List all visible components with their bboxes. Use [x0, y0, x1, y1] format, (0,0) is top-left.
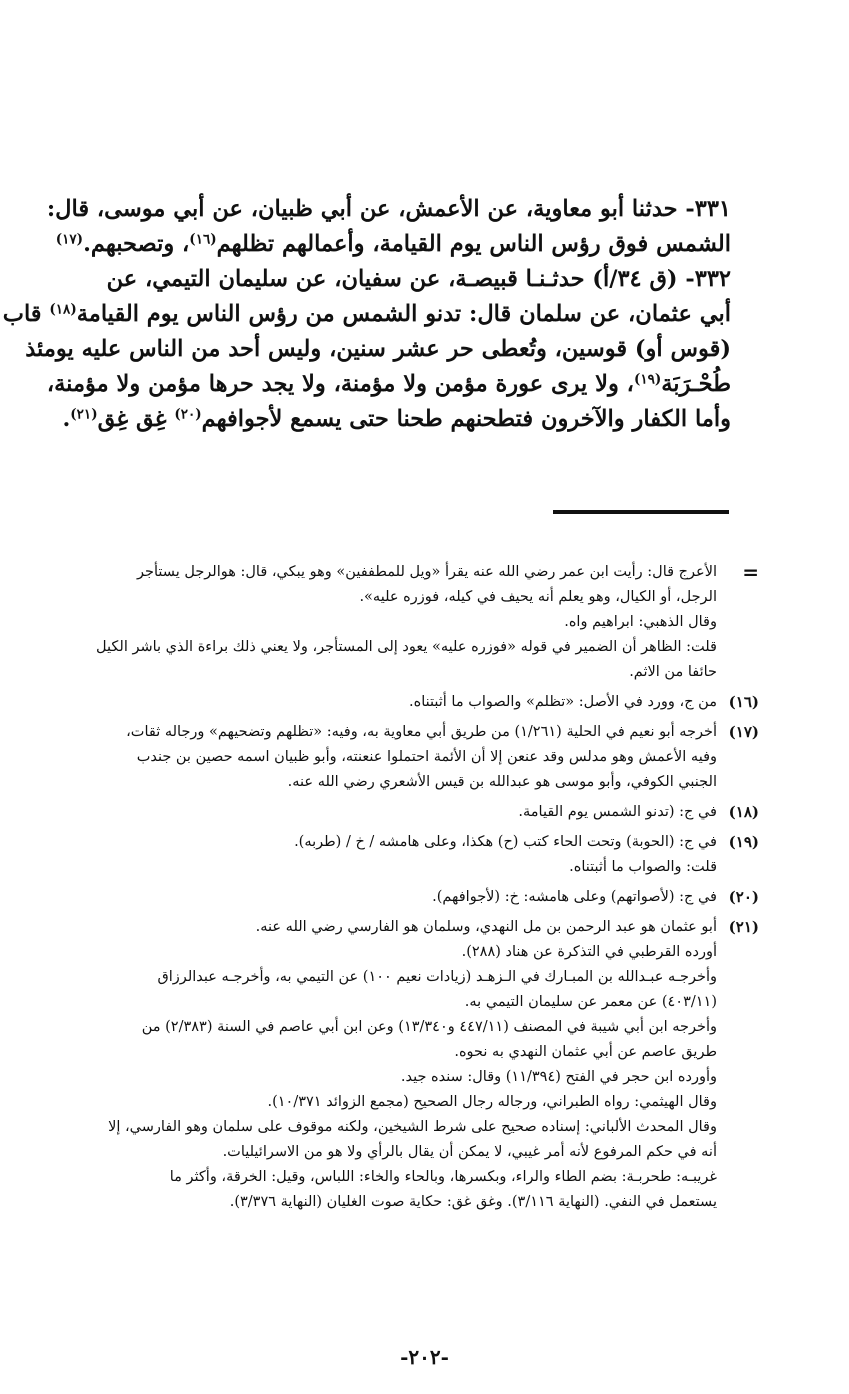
main-text — [2, 192, 731, 437]
footnote-ref-21: (٢١) — [70, 406, 98, 423]
footnote-number: (٢٠) — [728, 888, 759, 906]
footnote-line: في ج: (لأصواتهم) وعلى هامشه: خ: (لأجوافهم). — [432, 889, 717, 905]
page-number: -٢٠٢- — [400, 1345, 449, 1369]
footnote-continued — [96, 560, 759, 685]
footnote-line: غريبـه: طحربـة: بضم الطاء والراء، وبكسرها، وبالحاء والخاء: اللباس، وقيل: الخرقة، وأكثر ما — [169, 1169, 717, 1185]
footnote-line: الأعرج قال: رأيت ابن عمر رضي الله عنه يقرأ «ويل للمطففين» وهو يبكي، قال: هوالرجل يستأجر — [137, 564, 717, 580]
footnote-line: في ج: (تدنو الشمس يوم القيامة. — [518, 804, 717, 820]
footnote-line: الرجل، أو الكيال، وهو يعلم أنه يحيف في كيله، فوزره عليه». — [359, 589, 717, 605]
footnote-line: وقال الهيثمي: رواه الطبراني، ورجاله رجال الصحيح (مجمع الزوائد ١٠/٣٧١). — [267, 1094, 717, 1110]
footnote-ref-20: (٢٠) — [174, 406, 202, 423]
footnote-20 — [114, 885, 759, 910]
footnote-line: (٤٠٣/١١) عن معمر عن سليمان التيمي به. — [464, 994, 717, 1010]
footnote-number: (٢١) — [728, 918, 759, 936]
footnote-ref-18: (١٨) — [49, 301, 77, 318]
footnote-line: وفيه الأعمش وهو مدلس وقد عنعن إلا أن الأئمة احتملوا عنعنته، وأبو ظبيان اسمه حصين بن جندب — [136, 749, 717, 765]
footnote-line: وأورده ابن حجر في الفتح (١١/٣٩٤) وقال: سنده جيد. — [400, 1069, 717, 1085]
footnote-line: من ج، وورد في الأصل: «تظلم» والصواب ما أثبتناه. — [409, 694, 717, 710]
footnote-line: قلت: والصواب ما أثبتناه. — [569, 859, 717, 875]
footnote-19 — [114, 830, 759, 880]
footnote-ref-19: (١٩) — [633, 371, 662, 388]
footnote-ref-16: (١٦) — [189, 231, 217, 248]
footnote-16 — [114, 690, 759, 715]
footnote-18 — [114, 800, 759, 825]
footnote-ref-17: (١٧) — [55, 231, 84, 248]
footnote-separator — [553, 510, 729, 514]
footnote-line: في ج: (الحوبة) وتحت الحاء كتب (ح) هكذا، وعلى هامشه / خ / (طربه). — [294, 834, 717, 850]
main-line-4: أبي عثمان، عن سلمان قال: تدنو الشمس من رؤس الناس يوم القيامة$^{(١٨)}$ قاب — [2, 301, 731, 327]
footnote-number: (١٦) — [728, 693, 759, 711]
main-line-7: وأما الكفار والآخرون فتطحنهم طحنا حتى يسمع لأجوافهم$^{(٢٠)}$ غِق غِق$^{(٢١)}$. — [62, 406, 731, 432]
footnote-21 — [108, 915, 759, 1215]
footnote-line: طريق عاصم عن أبي عثمان النهدي به نحوه. — [454, 1044, 717, 1060]
hadith-number-331: ٣٣١- — [685, 196, 731, 222]
footnotes — [96, 560, 759, 1220]
footnote-line: أنه في حكم المرفوع لأنه أمر غيبي، لا يمكن أن يقال بالرأي ولا هو من الاسرائيليات. — [222, 1144, 717, 1160]
footnote-line: أخرجه أبو نعيم في الحلية (١/٢٦١) من طريق أبي معاوية به، وفيه: «تظلهم وتضحيهم» ورجاله ثقات، — [126, 724, 717, 740]
footnote-number: (١٧) — [728, 723, 759, 741]
main-line-2: الشمس فوق رؤس الناس يوم القيامة، وأعمالهم تظلهم$^{(١٦)}$، وتصحبهم.$^{(١٧)}$ — [55, 231, 731, 257]
main-line-5: (قوس أو) قوسين، وتُعطى حر عشر سنين، وليس أحد من الناس عليه يومئذ — [25, 336, 731, 362]
footnote-number: (١٩) — [728, 833, 759, 851]
continuation-mark: = — [742, 560, 759, 584]
footnote-number: (١٨) — [728, 803, 759, 821]
footnote-line: وأخرجـه عبـدالله بن المبـارك في الـزهـد (زيادات نعيم ١٠٠) عن التيمي به، وأخرجـه عبدالرزاق — [157, 969, 717, 985]
footnote-line: أورده القرطبي في التذكرة عن هناد (٢٨٨). — [461, 944, 717, 960]
footnote-line: وقال الذهبي: ابراهيم واه. — [564, 614, 717, 630]
main-line-1: ٣٣١- حدثنا أبو معاوية، عن الأعمش، عن أبي ظبيان، عن أبي موسى، قال: — [46, 196, 731, 222]
footnote-line: أبو عثمان هو عبد الرحمن بن مل النهدي، وسلمان هو الفارسي رضي الله عنه. — [255, 919, 717, 935]
footnote-line: الجنبي الكوفي، وأبو موسى هو عبدالله بن قيس الأشعري رضي الله عنه. — [287, 774, 717, 790]
footnote-17 — [114, 720, 759, 795]
footnote-line: وقال المحدث الألباني: إسناده صحيح على شرط الشيخين، ولكنه موقوف على سلمان وهو الفارسي، إلا — [108, 1119, 717, 1135]
hadith-number-332: ٣٣٢- — [685, 266, 731, 292]
footnote-line: يستعمل في النفي. (النهاية ٣/١١٦). وغق غق: حكاية صوت الغليان (النهاية ٣/٣٧٦). — [229, 1194, 717, 1210]
footnote-line: وأخرجه ابن أبي شيبة في المصنف (٤٤٧/١١ و١٣/٣٤٠) وعن ابن أبي عاصم في السنة (٢/٣٨٣) من — [141, 1019, 717, 1035]
main-line-6: طُحْـرَبَة$^{(١٩)}$، ولا يرى عورة مؤمن ولا مؤمنة، ولا يجد حرها مؤمن ولا مؤمنة، — [46, 371, 731, 397]
main-line-3: ٣٣٢- (ق ٣٤/أ) حدثـنـا قبيصـة، عن سفيان، عن سليمان التيمي، عن — [106, 266, 731, 292]
footnote-line: حائفا من الاثم. — [629, 664, 717, 680]
footnote-line: قلت: الظاهر أن الضمير في قوله «فوزره عليه» يعود إلى المستأجر، ولا يعني ذلك براءة الذي باشر الكيل — [96, 639, 717, 655]
